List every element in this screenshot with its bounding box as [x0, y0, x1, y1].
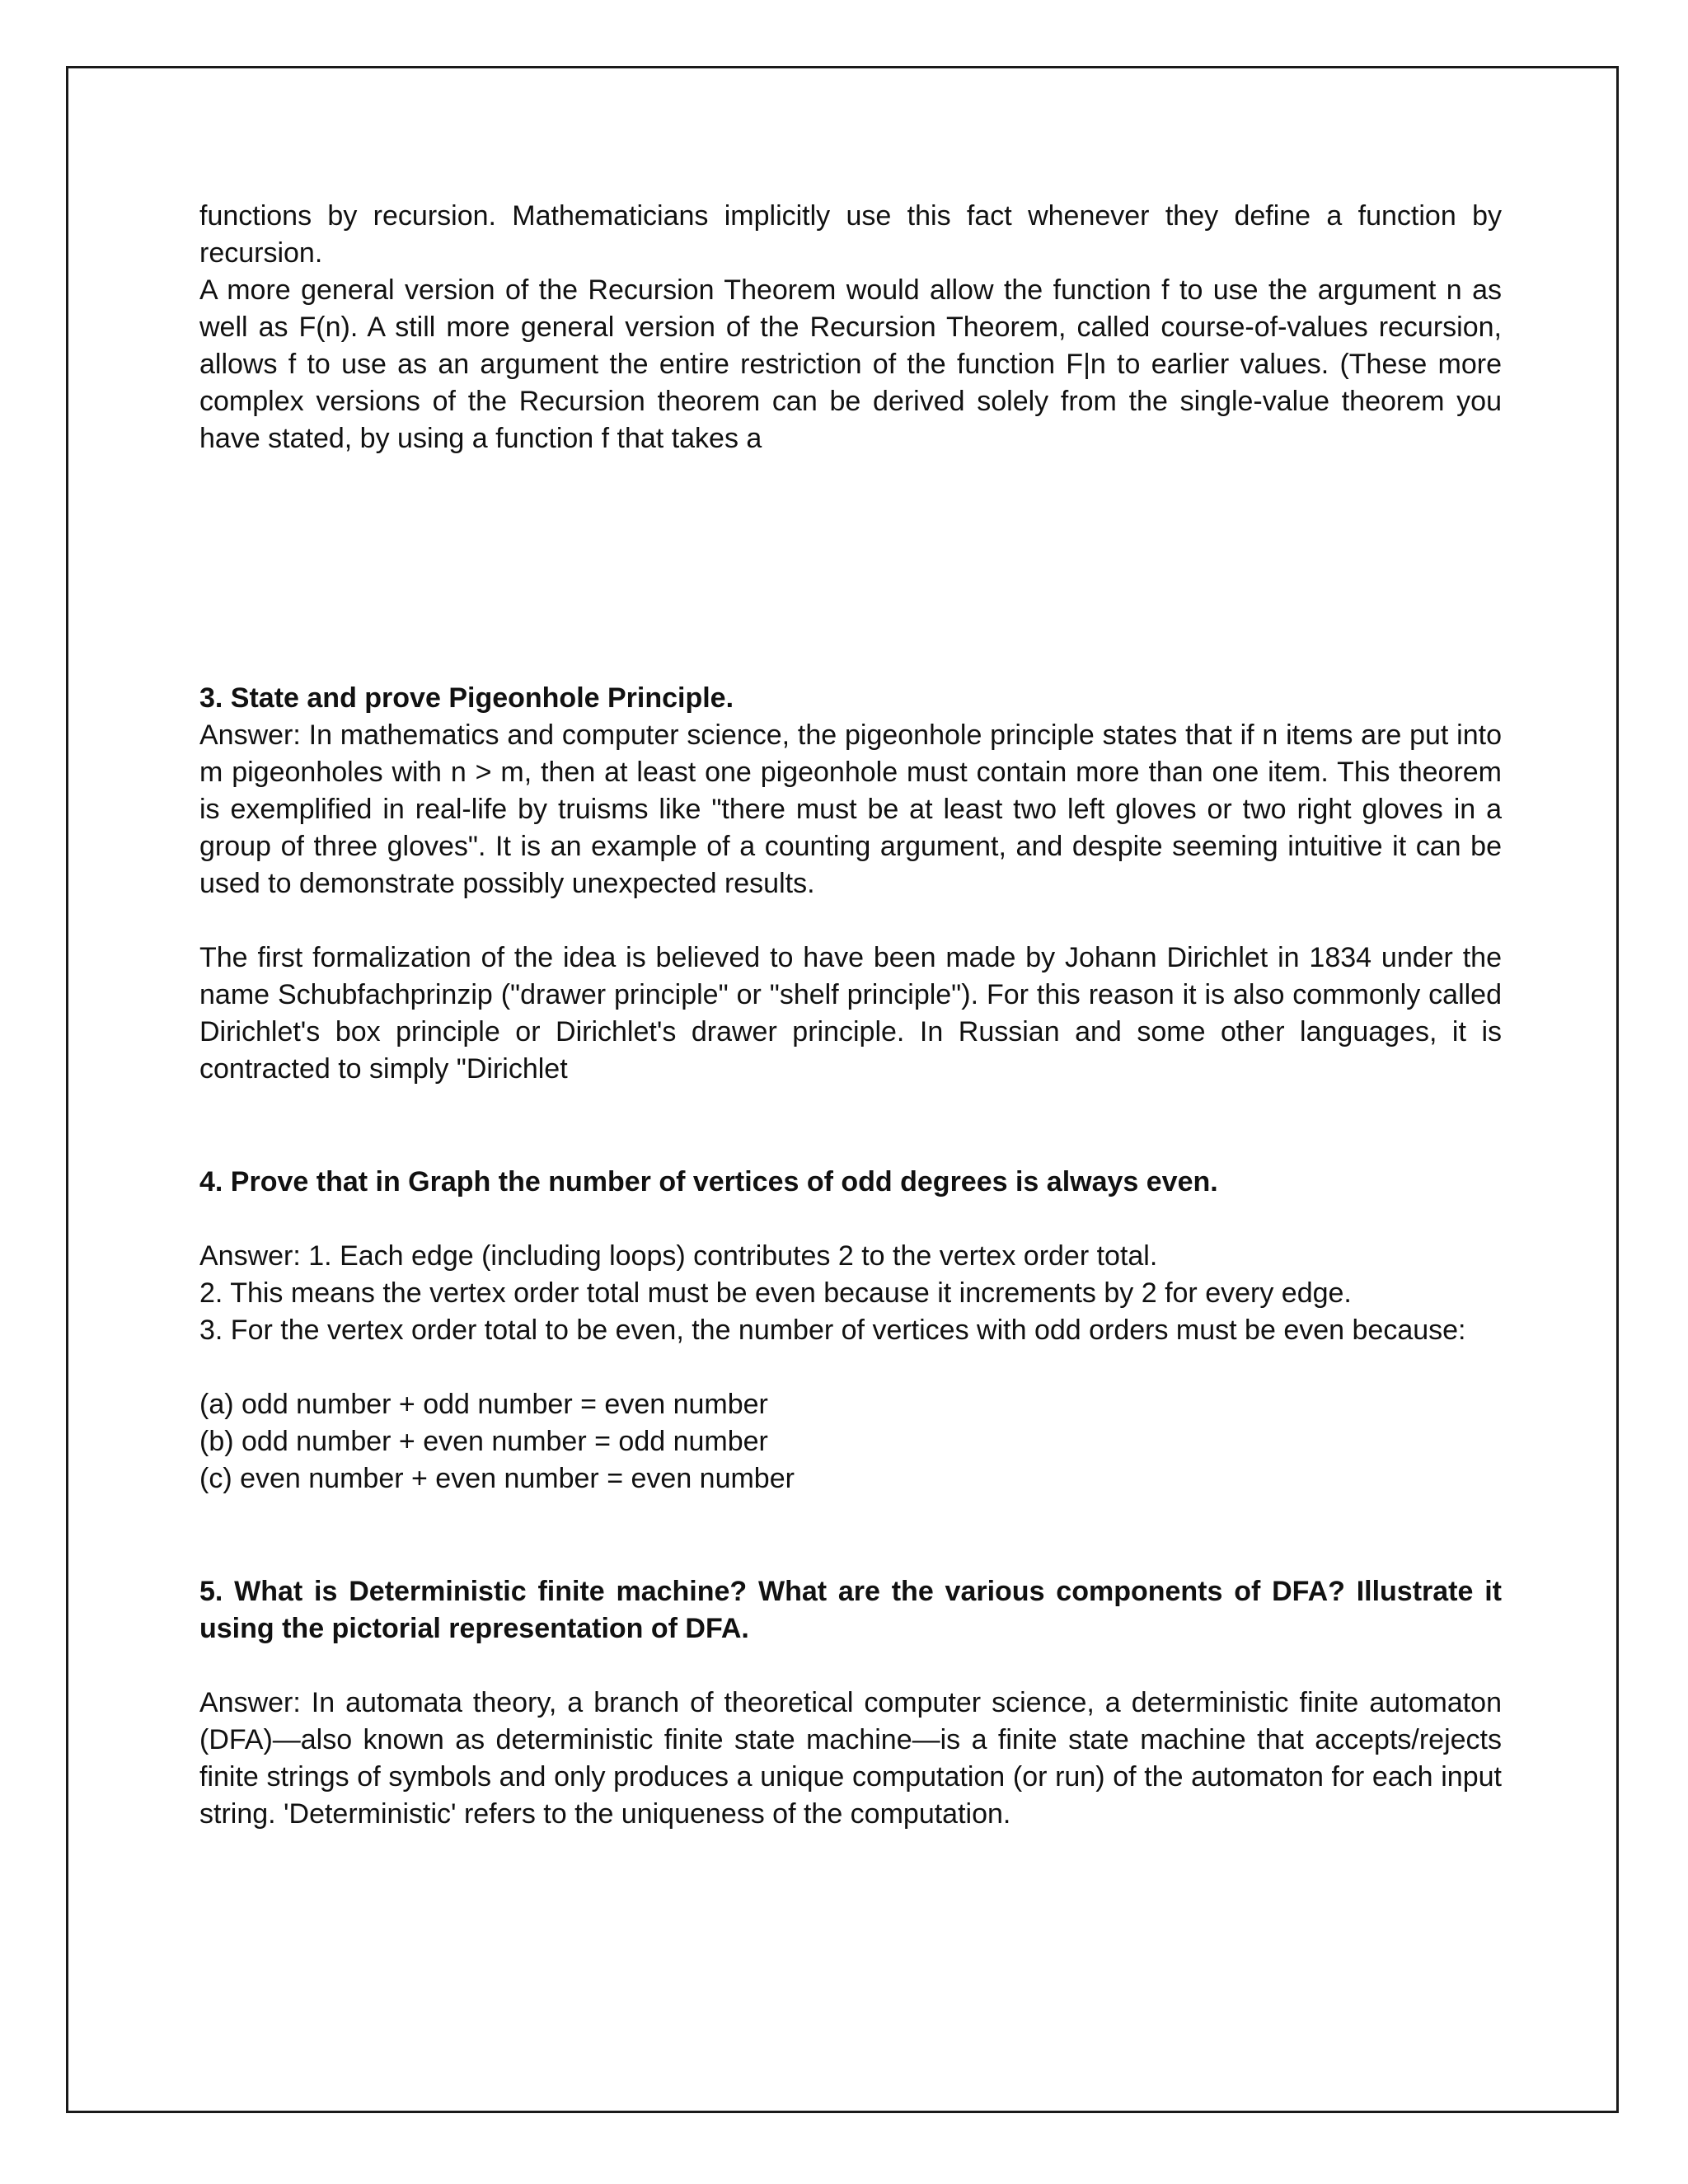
question-3-section: [199, 680, 1502, 1088]
question-3-answer-paragraph-2: The first formalization of the idea is believed to have been made by Johann Dirichlet in 1834 under the name Schubfachprinzip ("drawer principle" or "shelf principle"). For this reason it is also commonly called Dirichlet's box principle or Dirichlet's drawer principle. In Russian and some other languages, it is contracted to simply "Dirichlet: [199, 942, 1502, 1085]
spacer: [199, 1349, 1502, 1386]
question-4-heading: 4. Prove that in Graph the number of vertices of odd degrees is always even.: [199, 1166, 1218, 1197]
question-4-section: [199, 1164, 1502, 1497]
question-4-step-3: 3. For the vertex order total to be even, the number of vertices with odd orders must be even because:: [199, 1315, 1466, 1346]
question-5-heading: 5. What is Deterministic finite machine? What are the various components of DFA? Illustrate it using the pictorial representation of DFA.: [199, 1576, 1502, 1644]
spacer: [199, 902, 1502, 940]
spacer: [199, 457, 1502, 680]
document-body: [199, 198, 1502, 1833]
intro-paragraph-1: functions by recursion. Mathematicians implicitly use this fact whenever they define a function by recursion.: [199, 200, 1502, 269]
spacer: [199, 1647, 1502, 1685]
question-4-step-2: 2. This means the vertex order total must be even because it increments by 2 for every edge.: [199, 1277, 1352, 1309]
spacer: [199, 1201, 1502, 1238]
question-3-heading: 3. State and prove Pigeonhole Principle.: [199, 682, 734, 714]
question-4-case-b: (b) odd number + even number = odd number: [199, 1426, 768, 1457]
spacer: [199, 1088, 1502, 1164]
question-5-answer: Answer: In automata theory, a branch of theoretical computer science, a deterministic finite automaton (DFA)—also known as deterministic finite state machine—is a finite state machine that accepts/rejects finite strings of symbols and only produces a unique computation (or run) of the automaton for each input string. 'Deterministic' refers to the uniqueness of the computation.: [199, 1687, 1502, 1830]
question-5-section: [199, 1573, 1502, 1833]
intro-paragraph-2: A more general version of the Recursion Theorem would allow the function f to use the argument n as well as F(n). A still more general version of the Recursion Theorem, called course-of-values recursion, allows f to use as an argument the entire restriction of the function F|n to earlier values. (These more complex versions of the Recursion theorem can be derived solely from the single-value theorem you have stated, by using a function f that takes a: [199, 274, 1502, 454]
question-4-case-c: (c) even number + even number = even number: [199, 1463, 795, 1494]
question-4-step-1: Answer: 1. Each edge (including loops) contributes 2 to the vertex order total.: [199, 1240, 1158, 1272]
question-4-case-a: (a) odd number + odd number = even number: [199, 1389, 768, 1420]
spacer: [199, 1497, 1502, 1573]
question-3-answer-paragraph-1: Answer: In mathematics and computer science, the pigeonhole principle states that if n items are put into m pigeonholes with n > m, then at least one pigeonhole must contain more than one item. This theorem is exemplified in real-life by truisms like "there must be at least two left gloves or two right gloves in a group of three gloves". It is an example of a counting argument, and despite seeming intuitive it can be used to demonstrate possibly unexpected results.: [199, 719, 1502, 899]
